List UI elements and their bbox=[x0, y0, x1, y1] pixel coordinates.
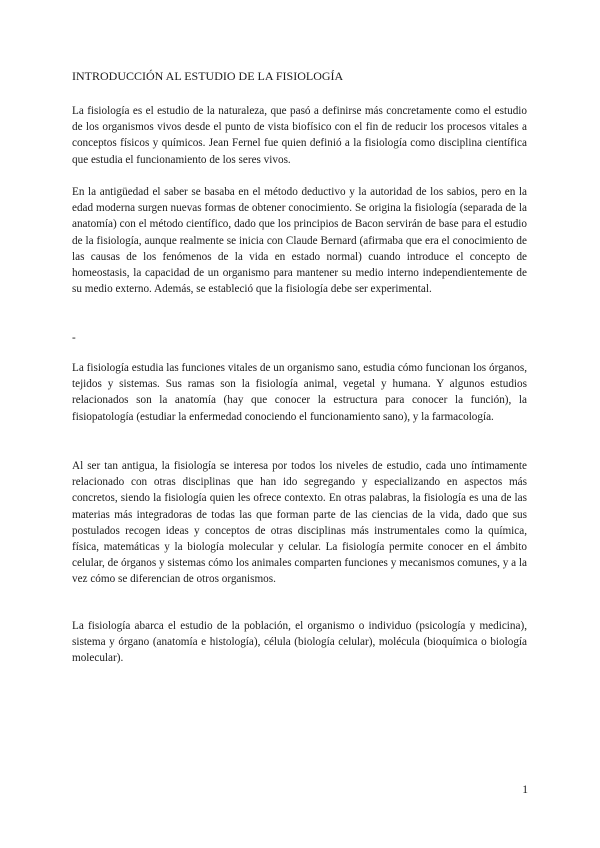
page-number: 1 bbox=[522, 784, 528, 796]
paragraph-scope: La fisiología abarca el estudio de la población, el organismo o individuo (psicología y medicina), sistema y órgano (anatomía e histología), célula (biología celular), molécula (bioquímica o biología molecular). bbox=[72, 620, 527, 665]
paragraph-history: En la antigüedad el saber se basaba en el método deductivo y la autoridad de los sabios, pero en la edad moderna surgen nuevas formas de obtener conocimiento. Se origina la fisiología (separada de la anatomía) con el método científico, dado que los principios de Bacon servirán de base para el estudio de la fisiología, aunque realmente se inicia con Claude Bernard (afirmaba que era el conocimiento de las causas de los fenómenos de la vida en estado normal) cuando introduce el concepto de homeostasis, la capacidad de un organismo para mantener su medio interno independientemente de su medio externo. Además, se estableció que la fisiología debe ser experimental. bbox=[72, 186, 527, 296]
paragraph-separator-dash: - bbox=[72, 332, 76, 344]
paragraph-functions: La fisiología estudia las funciones vitales de un organismo sano, estudia cómo funcionan los órganos, tejidos y sistemas. Sus ramas son la fisiología animal, vegetal y humana. Y algunos estudios relacionados son la anatomía (hay que conocer la estructura para conocer la función), la fisiopatología (estudiar la enfermedad conociendo el funcionamiento sano), y la farmacología. bbox=[72, 362, 527, 423]
paragraph-levels-of-study: Al ser tan antigua, la fisiología se interesa por todos los niveles de estudio, cada uno íntimamente relacionado con otras disciplinas que han ido segregando y especializando en aspectos más concretos, siendo la fisiología quien les ofrece contexto. En otras palabras, la fisiología es una de las materias más integradoras de todas las que forman parte de las ciencias de la vida, dado que sus postulados recogen ideas y conceptos de otras disciplinas más instrumentales como la química, física, matemáticas y la biología molecular y celular. La fisiología permite conocer en el ámbito celular, de órganos y sistemas cómo los animales comparten funciones y mecanismos comunes, y a la vez cómo se diferencian de otros organismos. bbox=[72, 460, 527, 586]
paragraph-definition: La fisiología es el estudio de la naturaleza, que pasó a definirse más concretamente como el estudio de los organismos vivos desde el punto de vista biofísico con el fin de reducir los procesos vitales a conceptos físicos y químicos. Jean Fernel fue quien definió a la fisiología como disciplina científica que estudia el funcionamiento de los seres vivos. bbox=[72, 105, 527, 166]
document-title: INTRODUCCIÓN AL ESTUDIO DE LA FISIOLOGÍA bbox=[72, 69, 344, 83]
